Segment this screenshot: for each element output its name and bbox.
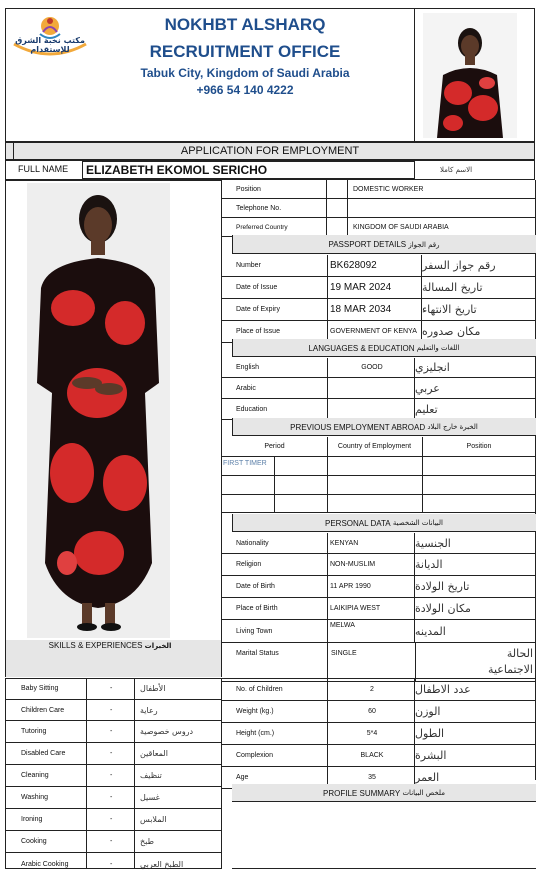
personal-value: LAIKIPIA WEST <box>327 598 415 619</box>
marital-arabic: الحالة الاجتماعية <box>488 647 533 676</box>
skill-label: Disabled Care <box>21 750 66 757</box>
language-row <box>222 399 536 420</box>
personal-extra-row <box>222 701 536 723</box>
languages-title <box>232 339 536 357</box>
position-row <box>222 180 536 199</box>
personal-extra-value: 60 <box>327 701 415 722</box>
skill-row <box>5 853 222 875</box>
skill-value: - <box>110 816 113 823</box>
skill-arabic: الأطفال <box>140 684 166 693</box>
skill-value: - <box>110 772 113 779</box>
skill-row <box>5 809 222 831</box>
personal-label: Nationality <box>232 533 328 553</box>
telephone-value <box>347 199 536 217</box>
skill-value: - <box>110 750 113 757</box>
preferred-country-value: KINGDOM OF SAUDI ARABIA <box>347 218 536 236</box>
passport-label: Number <box>232 255 328 276</box>
personal-extra-label: Complexion <box>232 745 328 766</box>
passport-title-en: PASSPORT DETAILS <box>328 240 407 249</box>
language-value <box>327 378 415 398</box>
personal-extra-arabic: عدد الاطفال <box>415 683 471 696</box>
personal-rows <box>222 533 536 682</box>
passport-row <box>222 255 536 277</box>
personal-value: NON-MUSLIM <box>327 554 415 575</box>
personal-row <box>222 554 536 576</box>
skills-rows <box>5 678 222 875</box>
skill-value: - <box>110 685 113 692</box>
personal-label: Living Town <box>232 620 328 642</box>
personal-value: MELWA <box>327 620 415 642</box>
personal-row <box>222 620 536 643</box>
skill-arabic: دروس خصوصية <box>140 727 194 736</box>
personal-extra-rows <box>222 678 536 789</box>
company-name-line2: RECRUITMENT OFFICE <box>149 42 341 61</box>
languages-rows <box>222 358 536 420</box>
skill-value: - <box>110 706 113 714</box>
personal-extra-value: 5*4 <box>327 723 415 744</box>
language-arabic: تعليم <box>415 402 438 416</box>
skill-arabic: تنظيف <box>140 771 162 780</box>
skill-arabic: الطبخ العربي <box>140 859 184 869</box>
employment-first-timer: FIRST TIMER <box>223 460 267 467</box>
job-section <box>222 180 536 237</box>
skill-row <box>5 721 222 743</box>
skill-arabic: المعاقين <box>140 749 168 758</box>
personal-label: Place of Birth <box>232 598 328 619</box>
skill-label: Cleaning <box>21 772 49 779</box>
passport-title <box>232 235 536 254</box>
personal-extra-arabic: الوزن <box>415 705 441 718</box>
portrait-photo <box>423 13 517 138</box>
passport-value: GOVERNMENT OF KENYA <box>327 321 422 342</box>
skill-row <box>5 765 222 787</box>
marital-value: SINGLE <box>331 649 357 657</box>
skill-arabic: رعاية <box>140 705 158 715</box>
employment-col-position: Position <box>466 443 492 450</box>
skill-arabic: غسيل <box>140 793 160 802</box>
profile-summary-body <box>232 803 536 869</box>
passport-label: Date of Expiry <box>232 299 328 320</box>
personal-extra-value: BLACK <box>327 745 415 766</box>
full-name-value: ELIZABETH EKOMOL SERICHO <box>82 161 415 179</box>
passport-arabic: مكان صدوره <box>422 325 481 338</box>
company-location: Tabuk City, Kingdom of Saudi Arabia <box>140 66 350 80</box>
company-phone: +966 54 140 4222 <box>196 83 294 97</box>
personal-arabic: المدينه <box>415 624 446 638</box>
personal-extra-arabic: العمر <box>415 771 440 784</box>
personal-title-ar: البيانات الشخصية <box>392 519 443 527</box>
personal-value: 11 APR 1990 <box>327 576 415 597</box>
full-name-label: FULL NAME <box>18 164 69 174</box>
personal-row <box>222 598 536 620</box>
language-value: GOOD <box>327 358 415 377</box>
personal-label: Date of Birth <box>232 576 328 597</box>
personal-extra-row <box>222 723 536 745</box>
languages-title-en: LANGUAGES & EDUCATION <box>308 343 415 353</box>
personal-value: KENYAN <box>327 533 415 553</box>
company-logo <box>10 12 90 62</box>
language-row <box>222 378 536 399</box>
personal-arabic: تاريخ الولادة <box>415 580 470 593</box>
passport-label: Date of Issue <box>232 277 328 298</box>
languages-title-ar: اللغات والتعليم <box>416 344 460 352</box>
personal-extra-label: Weight (kg.) <box>232 701 328 722</box>
personal-extra-row <box>222 745 536 767</box>
language-label: English <box>232 358 328 377</box>
personal-label: Religion <box>232 554 328 575</box>
skill-arabic: الملابس <box>140 815 167 824</box>
skills-title <box>30 641 190 650</box>
employment-col-period: Period <box>264 443 285 450</box>
skill-label: Children Care <box>21 706 65 714</box>
passport-value: BK628092 <box>327 255 422 276</box>
employment-col-country: Country of Employment <box>337 443 412 450</box>
language-label: Arabic <box>232 378 328 398</box>
skills-title-en: SKILLS & EXPERIENCES <box>48 641 143 650</box>
language-label: Education <box>232 399 328 419</box>
profile-summary-title-ar: ملخص البيانات <box>402 789 445 797</box>
skill-label: Cooking <box>21 838 47 845</box>
skill-row <box>5 700 222 721</box>
personal-title <box>232 514 536 532</box>
profile-summary-title-en: PROFILE SUMMARY <box>323 788 401 798</box>
marital-row <box>222 643 536 682</box>
passport-arabic: رقم جواز السفر <box>422 259 496 272</box>
personal-extra-label: Age <box>232 767 328 788</box>
personal-extra-label: Height (cm.) <box>232 723 328 744</box>
skill-row <box>5 831 222 853</box>
skill-row <box>5 787 222 809</box>
skill-label: Baby Sitting <box>21 685 59 692</box>
passport-arabic: تاريخ المسالة <box>422 281 483 294</box>
personal-extra-arabic: الطول <box>415 727 445 740</box>
skill-value: - <box>110 860 113 868</box>
passport-title-ar: رقم الجواز <box>408 240 440 249</box>
skill-value: - <box>110 794 113 801</box>
personal-row <box>222 576 536 598</box>
language-arabic: عربي <box>415 381 440 395</box>
telephone-row <box>222 199 536 218</box>
position-value: DOMESTIC WORKER <box>347 180 536 198</box>
personal-extra-value: 2 <box>327 679 415 700</box>
full-body-photo <box>27 183 170 638</box>
passport-rows <box>222 255 536 343</box>
personal-arabic: مكان الولادة <box>415 602 471 615</box>
skill-arabic: طبخ <box>140 837 154 846</box>
telephone-label: Telephone No. <box>232 199 327 217</box>
skill-row <box>5 678 222 700</box>
logo-text: مكتب نخبة الشرق للإستقدام <box>15 36 85 54</box>
company-name-line1: NOKHBT ALSHARQ <box>164 15 326 34</box>
language-row <box>222 358 536 378</box>
skill-label: Ironing <box>21 816 43 823</box>
personal-extra-value: 35 <box>327 767 415 788</box>
passport-label: Place of Issue <box>232 321 328 342</box>
skill-label: Tutoring <box>21 728 47 735</box>
skill-row <box>5 743 222 765</box>
application-title: APPLICATION FOR EMPLOYMENT <box>180 145 360 157</box>
passport-row <box>222 299 536 321</box>
preferred-country-label: Preferred Country <box>232 218 327 236</box>
personal-row <box>222 533 536 554</box>
skill-value: - <box>110 728 113 735</box>
full-name-arabic: الاسم كاملا <box>440 166 473 174</box>
header-divider <box>414 8 415 142</box>
skills-title-ar: الخبرات <box>144 642 172 650</box>
employment-title-ar: الخبرة خارج البلاد <box>427 423 478 431</box>
profile-summary-title <box>232 784 536 802</box>
passport-value: 19 MAR 2024 <box>327 277 422 298</box>
personal-arabic: الجنسية <box>415 536 451 550</box>
marital-label: Marital Status <box>236 649 279 657</box>
passport-row <box>222 277 536 299</box>
skill-label: Arabic Cooking <box>21 860 69 868</box>
personal-arabic: الديانة <box>415 558 443 571</box>
personal-title-en: PERSONAL DATA <box>325 518 391 528</box>
personal-extra-arabic: البشرة <box>415 749 447 762</box>
passport-value: 18 MAR 2034 <box>327 299 422 320</box>
passport-arabic: تاريخ الانتهاء <box>422 303 477 316</box>
personal-extra-row <box>222 678 536 701</box>
skill-label: Washing <box>21 794 48 801</box>
personal-extra-label: No. of Children <box>232 679 328 700</box>
employment-title-en: PREVIOUS EMPLOYMENT ABROAD <box>290 422 426 432</box>
language-arabic: انجليزي <box>415 361 450 374</box>
employment-title <box>232 418 536 436</box>
position-label: Position <box>232 180 327 198</box>
language-value <box>327 399 415 419</box>
skill-value: - <box>110 838 113 845</box>
